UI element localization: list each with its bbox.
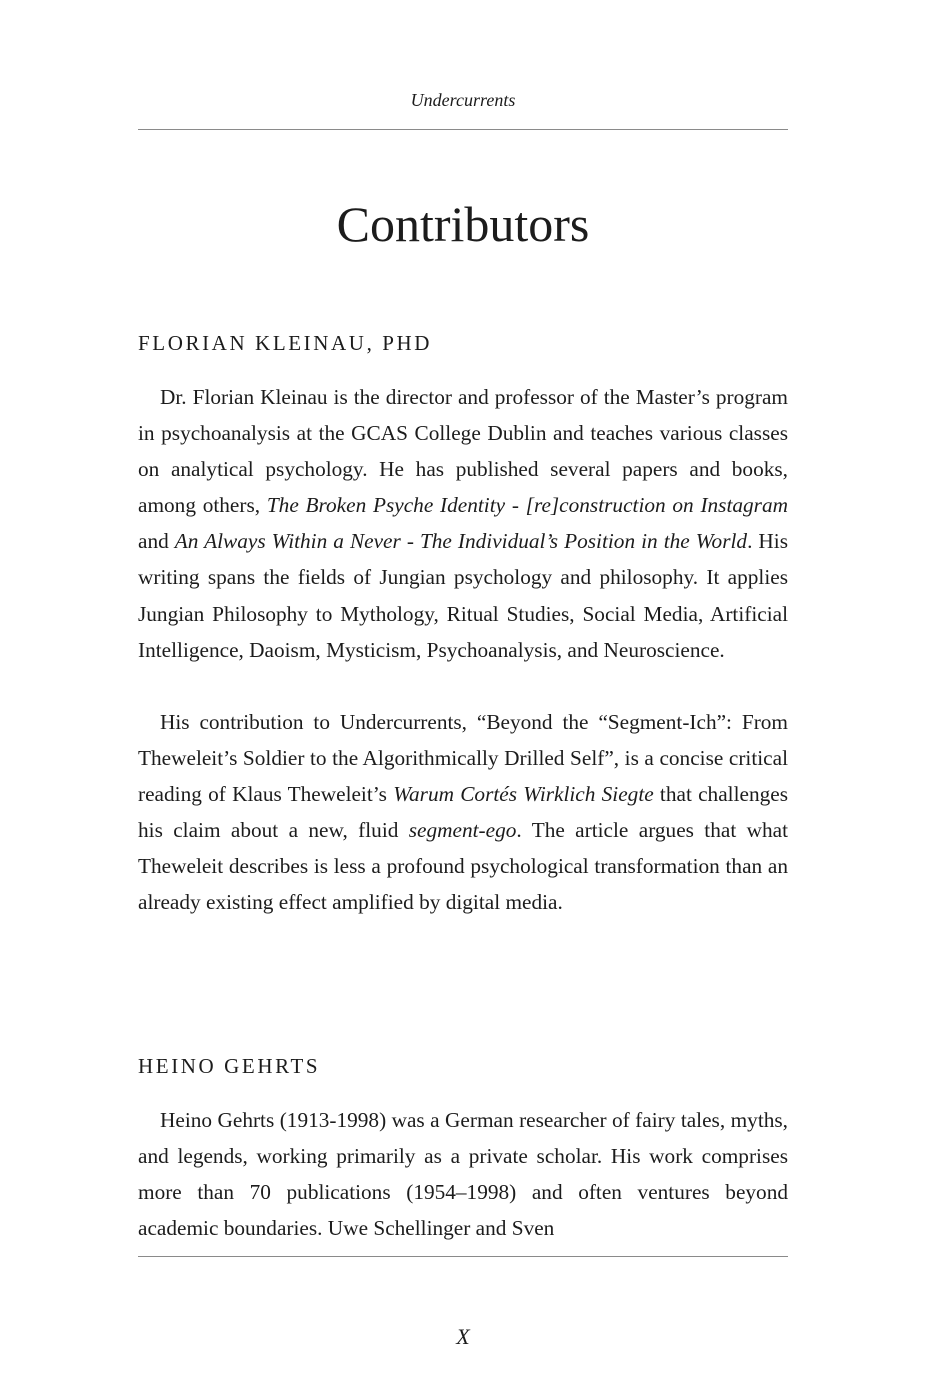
footer-rule bbox=[138, 1256, 788, 1257]
page-title: Contributors bbox=[336, 196, 590, 252]
italic-title-text: Warum Cortés Wirklich Siegte bbox=[393, 782, 654, 807]
contributor-bio-paragraph bbox=[138, 379, 788, 668]
running-head: Undercurrents bbox=[410, 90, 516, 110]
bio-text: and bbox=[138, 529, 175, 554]
contributor-name: FLORIAN KLEINAU, PHD bbox=[138, 331, 433, 355]
bio-text: His contribution to Undercurrents, “Beyond the “Segment-Ich”: From Theweleit’s Soldier to the Algorithmically Drilled Self”, is a concise critical reading of Klaus Theweleit’s bbox=[138, 710, 788, 807]
page-number: X bbox=[456, 1324, 470, 1349]
italic-title-text: An Always Within a Never - The Individual’s Position in the World bbox=[174, 529, 748, 554]
contributor-bio-paragraph bbox=[138, 704, 788, 921]
contributor-bio-paragraph bbox=[138, 1102, 788, 1246]
bio-text: . The article argues that what Theweleit describes is less a profound psychological transformation than an already existing effect amplified by digital media. bbox=[138, 818, 789, 915]
contributor-name: HEINO GEHRTS bbox=[138, 1054, 321, 1078]
header-rule bbox=[138, 129, 788, 130]
bio-text: that challenges his claim about a new, fluid bbox=[138, 782, 788, 843]
bio-text: . His writing spans the fields of Jungian psychology and philosophy. It applies Jungian Philosophy to Mythology, Ritual Studies, Social Media, Artificial Intelligence, Daoism, Mysticism, Psychoanalysis, and Neuroscience. bbox=[138, 529, 788, 662]
bio-text: Dr. Florian Kleinau is the director and professor of the Master’s program in psychoanalysis at the GCAS College Dublin and teaches various classes on analytical psychology. He has published several papers and books, among others, bbox=[138, 385, 788, 518]
italic-title-text: The Broken Psyche Identity - [re]construction on Instagram bbox=[266, 493, 788, 518]
italic-title-text: segment-ego bbox=[408, 818, 517, 843]
bio-text: Heino Gehrts (1913-1998) was a German researcher of fairy tales, myths, and legends, working primarily as a private scholar. His work comprises more than 70 publications (1954–1998) and often ventures beyond academic boundaries. Uwe Schellinger and Sven bbox=[138, 1108, 788, 1241]
